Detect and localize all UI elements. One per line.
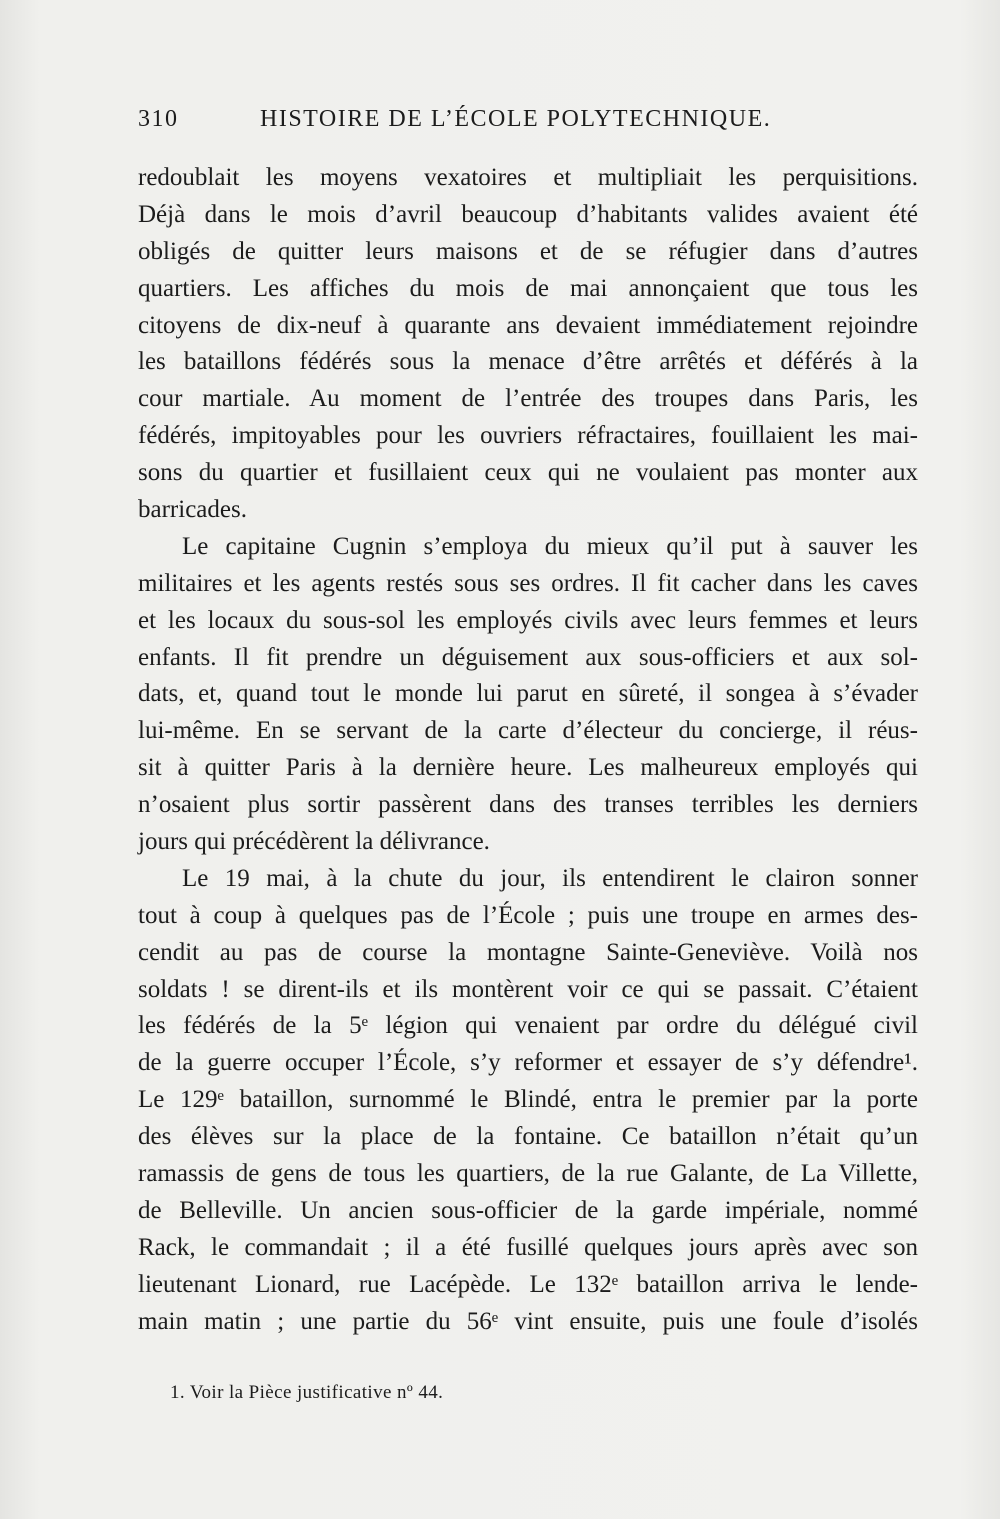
text-line: cendit au pas de course la montagne Sainte-Geneviève. Voilà nos [138, 938, 918, 966]
text-line: fédérés, impitoyables pour les ouvriers réfractaires, fouillaient les mai- [138, 422, 918, 450]
running-head: HISTOIRE DE L’ÉCOLE POLYTECHNIQUE. [260, 106, 772, 132]
text-line: Le capitaine Cugnin s’employa du mieux qu’il put à sauver les [182, 532, 918, 560]
text-line: jours qui précédèrent la délivrance. [138, 828, 490, 856]
text-line: dats, et, quand tout le monde lui parut en sûreté, il songea à s’évader [138, 680, 918, 708]
text-line: sit à quitter Paris à la dernière heure. Les malheureux employés qui [138, 754, 918, 782]
text-line: barricades. [138, 496, 247, 524]
text-line: citoyens de dix-neuf à quarante ans devaient immédiatement rejoindre [138, 311, 918, 339]
text-line: obligés de quitter leurs maisons et de se réfugier dans d’autres [138, 237, 918, 265]
text-line: n’osaient plus sortir passèrent dans des transes terribles les derniers [138, 791, 918, 819]
text-line: de la guerre occuper l’École, s’y reformer et essayer de s’y défendre¹. [138, 1049, 918, 1077]
text-line: sons du quartier et fusillaient ceux qui ne voulaient pas monter aux [138, 459, 918, 487]
text-line: militaires et les agents restés sous ses ordres. Il fit cacher dans les caves [138, 569, 918, 597]
text-line: Déjà dans le mois d’avril beaucoup d’habitants valides avaient été [138, 200, 918, 228]
text-line: cour martiale. Au moment de l’entrée des troupes dans Paris, les [138, 385, 918, 413]
text-line: les fédérés de la 5ᵉ légion qui venaient par ordre du délégué civil [138, 1012, 918, 1040]
paragraph [138, 160, 918, 529]
text-line: lui-même. En se servant de la carte d’électeur du concierge, il réus- [138, 717, 918, 745]
text-line: Le 129ᵉ bataillon, surnommé le Blindé, entra le premier par la porte [138, 1086, 918, 1114]
page-number: 310 [138, 106, 179, 132]
text-line: ramassis de gens de tous les quartiers, de la rue Galante, de La Villette, [138, 1160, 918, 1188]
text-line: soldats ! se dirent-ils et ils montèrent voir ce qui se passait. C’étaient [138, 975, 918, 1003]
text-line: et les locaux du sous-sol les employés civils avec leurs femmes et leurs [138, 606, 918, 634]
text-line: quartiers. Les affiches du mois de mai annonçaient que tous les [138, 274, 918, 302]
paragraph [138, 861, 918, 1341]
text-line: Le 19 mai, à la chute du jour, ils entendirent le clairon sonner [182, 864, 918, 892]
text-line: lieutenant Lionard, rue Lacépède. Le 132ᵉ bataillon arriva le lende- [138, 1270, 918, 1298]
text-line: main matin ; une partie du 56ᵉ vint ensuite, puis une foule d’isolés [138, 1307, 918, 1335]
text-line: des élèves sur la place de la fontaine. Ce bataillon n’était qu’un [138, 1123, 918, 1151]
text-line: les bataillons fédérés sous la menace d’être arrêtés et déférés à la [138, 348, 918, 376]
text-line: tout à coup à quelques pas de l’École ; puis une troupe en armes des- [138, 901, 918, 929]
text-line: enfants. Il fit prendre un déguisement aux sous-officiers et aux sol- [138, 643, 918, 671]
footnote: 1. Voir la Pièce justificative nº 44. [170, 1382, 444, 1403]
page-body [138, 160, 918, 1341]
text-line: Rack, le commandait ; il a été fusillé quelques jours après avec son [138, 1233, 918, 1261]
text-line: redoublait les moyens vexatoires et multipliait les perquisitions. [138, 164, 918, 191]
paragraph [138, 529, 918, 861]
text-line: de Belleville. Un ancien sous-officier de la garde impériale, nommé [138, 1196, 918, 1224]
